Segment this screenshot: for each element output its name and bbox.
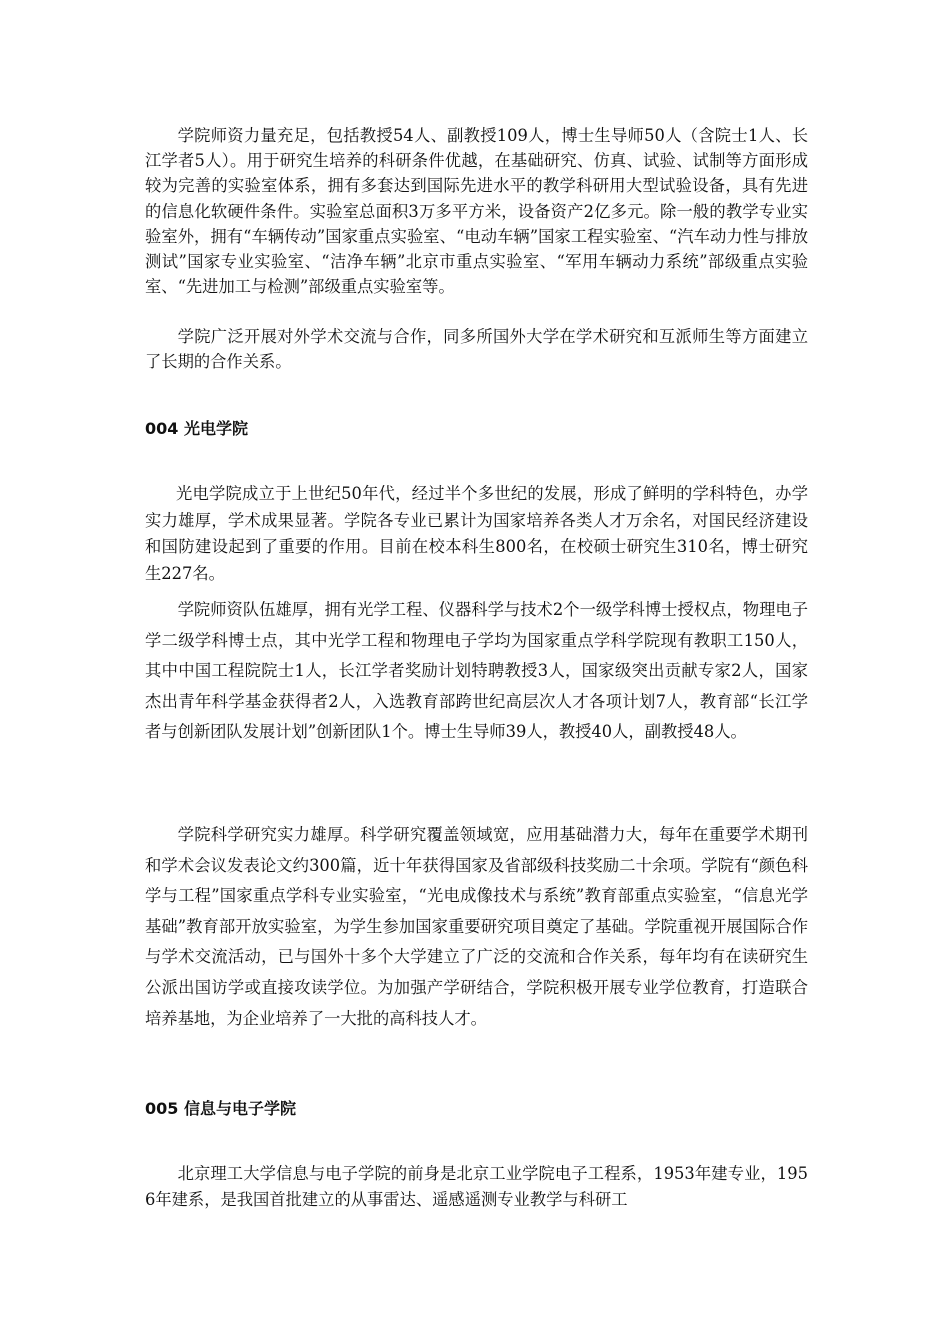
optoelectronics-college-heading: 004 光电学院	[145, 419, 248, 438]
optoelectronics-history-paragraph: 光电学院成立于上世纪50年代，经过半个多世纪的发展，形成了鲜明的学科特色，办学实力雄厚，学术成果显著。学院各专业已累计为国家培养各类人才万余名，对国民经济建设和国防建设起到了重要的作用。目前在校本科生800名，在校硕士研究生310名，博士研究生227名。	[145, 484, 808, 583]
optoelectronics-research-paragraph: 学院科学研究实力雄厚。科学研究覆盖领域宽，应用基础潜力大，每年在重要学术期刊和学术会议发表论文约300篇，近十年获得国家及省部级科技奖励二十余项。学院有“颜色科学与工程”国家重点学科专业实验室，“光电成像技术与系统”教育部重点实验室，“信息光学基础”教育部开放实验室，为学生参加国家重要研究项目奠定了基础。学院重视开展国际合作与学术交流活动，已与国外十多个大学建立了广泛的交流和合作关系，每年均有在读研究生公派出国访学或直接攻读学位。为加强产学研结合，学院积极开展专业学位教育，打造联合培养基地，为企业培养了一大批的高科技人才。	[145, 825, 808, 1028]
academic-exchange-paragraph: 学院广泛开展对外学术交流与合作，同多所国外大学在学术研究和互派师生等方面建立了长期的合作关系。	[145, 327, 808, 372]
optoelectronics-faculty-paragraph: 学院师资队伍雄厚，拥有光学工程、仪器科学与技术2个一级学科博士授权点，物理电子学二级学科博士点，其中光学工程和物理电子学均为国家重点学科学院现有教职工150人，其中中国工程院院士1人，长江学者奖励计划特聘教授3人，国家级突出贡献专家2人，国家杰出青年科学基金获得者2人，入选教育部跨世纪高层次人才各项计划7人，教育部“长江学者与创新团队发展计划”创新团队1个。博士生导师39人，教授40人，副教授48人。	[145, 600, 808, 742]
faculty-resources-paragraph: 学院师资力量充足，包括教授54人、副教授109人，博士生导师50人（含院士1人、长江学者5人）。用于研究生培养的科研条件优越，在基础研究、仿真、试验、试制等方面形成较为完善的实验室体系，拥有多套达到国际先进水平的教学科研用大型试验设备，具有先进的信息化软硬件条件。实验室总面积3万多平方米，设备资产2亿多元。除一般的教学专业实验室外，拥有“车辆传动”国家重点实验室、“电动车辆”国家工程实验室、“汽车动力性与排放测试”国家专业实验室、“洁净车辆”北京市重点实验室、“军用车辆动力系统”部级重点实验室、“先进加工与检测”部级重点实验室等。	[145, 126, 808, 297]
information-electronics-history-paragraph: 北京理工大学信息与电子学院的前身是北京工业学院电子工程系，1953年建专业，1956年建系，是我国首批建立的从事雷达、遥感遥测专业教学与科研工	[145, 1164, 808, 1209]
information-electronics-college-heading: 005 信息与电子学院	[145, 1099, 296, 1118]
